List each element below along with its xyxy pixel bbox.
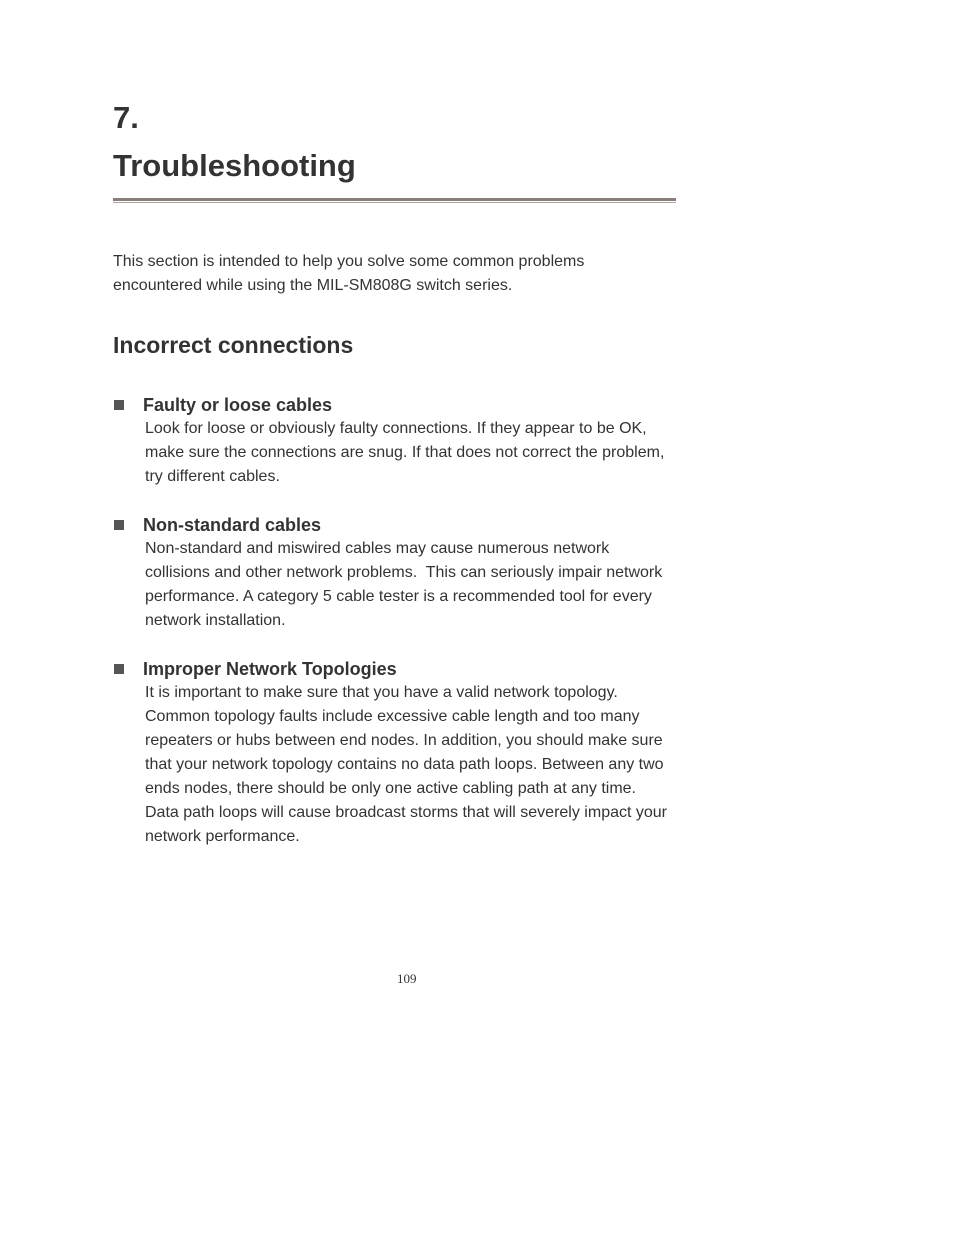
item-body-line: Data path loops will cause broadcast storms that will severely impact your <box>145 804 667 821</box>
item-body <box>145 537 713 633</box>
item-body-line: that your network topology contains no data path loops. Between any two <box>145 756 664 773</box>
square-bullet-icon <box>114 520 124 530</box>
item-body-line: try different cables. <box>145 468 280 485</box>
troubleshooting-item-network-topologies <box>113 657 713 849</box>
item-body <box>145 417 713 489</box>
chapter-number: 7. <box>113 100 139 135</box>
item-body-line: network performance. <box>145 828 300 845</box>
item-body-line: make sure the connections are snug. If that does not correct the problem, <box>145 444 665 461</box>
intro-paragraph <box>113 250 713 298</box>
chapter-title: Troubleshooting <box>113 148 356 183</box>
page-number: 109 <box>397 971 417 986</box>
item-body-line: network installation. <box>145 612 286 629</box>
troubleshooting-item-non-standard-cables <box>113 513 713 633</box>
item-body-line: Common topology faults include excessive cable length and too many <box>145 708 640 725</box>
square-bullet-icon <box>114 664 124 674</box>
intro-line: encountered while using the MIL-SM808G switch series. <box>113 277 513 294</box>
item-body <box>145 681 713 849</box>
item-title-row <box>113 657 713 681</box>
item-body-line: It is important to make sure that you have a valid network topology. <box>145 684 618 701</box>
title-divider-thin-line <box>113 202 676 203</box>
item-body-line: Look for loose or obviously faulty connections. If they appear to be OK, <box>145 420 647 437</box>
item-body-line: Non-standard and miswired cables may cause numerous network <box>145 540 610 557</box>
item-body-line: ends nodes, there should be only one active cabling path at any time. <box>145 780 636 797</box>
item-title: Non-standard cables <box>143 515 322 535</box>
item-title-row <box>113 393 713 417</box>
item-title: Improper Network Topologies <box>143 659 397 679</box>
item-body-line: performance. A category 5 cable tester is a recommended tool for every <box>145 588 652 605</box>
item-body-line: repeaters or hubs between end nodes. In addition, you should make sure <box>145 732 663 749</box>
item-title: Faulty or loose cables <box>143 395 333 415</box>
square-bullet-icon <box>114 400 124 410</box>
intro-line: This section is intended to help you solve some common problems <box>113 253 585 270</box>
title-divider <box>113 198 676 204</box>
title-divider-thick-line <box>113 198 676 201</box>
troubleshooting-item-faulty-cables <box>113 393 713 489</box>
item-body-line: collisions and other network problems. This can seriously impair network <box>145 564 663 581</box>
item-title-row <box>113 513 713 537</box>
section-heading: Incorrect connections <box>113 332 354 358</box>
